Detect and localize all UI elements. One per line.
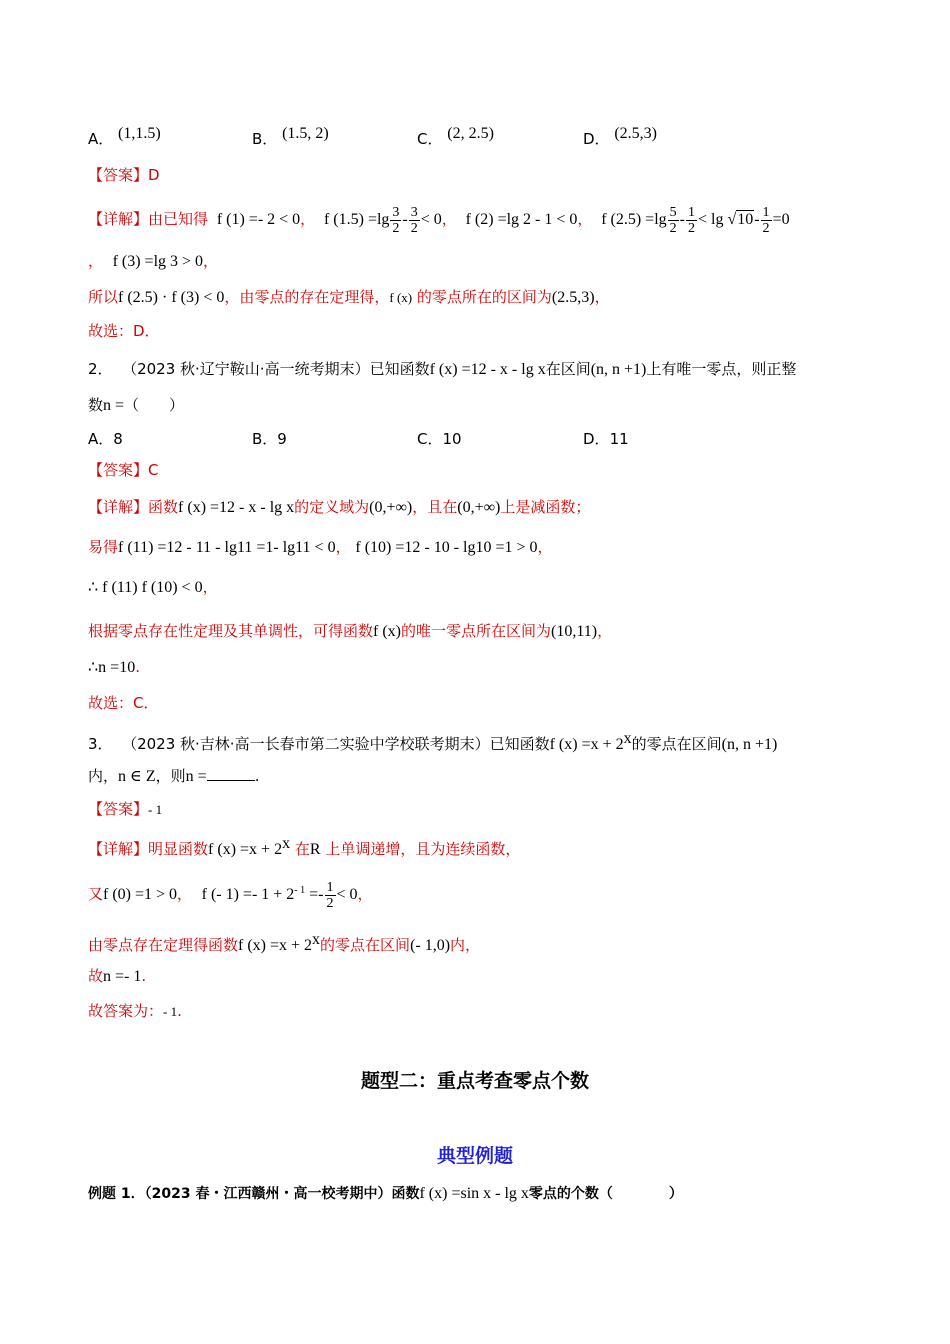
q1-math-f15: f (1.5) =lg $\frac{3}{2}$ - $\frac{3}{2}$ < 0 [323,205,442,236]
q2-option-b: B．9 [252,430,287,448]
q2-theorem: 根据零点存在性定理及其单调性，可得函数f (x)的唯一零点所在区间为(10,11)， [88,622,613,640]
q3-values: 又f (0) =1 > 0， f (- $1) =- 1 + 2^{- 1}$ =- $\frac{1}{2}$ < 0， [88,880,373,911]
q1-option-c: C． (2, 2.5) [417,125,494,148]
section-subtitle: 典型例题 [436,1145,513,1167]
q1-detail-f3: ， f (3) =lg 3 > 0， [88,252,219,270]
q2-detail: 【详解】函数f (x) =12 - x - lg x的定义域为(0,+∞)，且在(0,+∞)上是减函数； [88,498,591,516]
q1-conclusion: 所以f (2.5) · f (3) < 0，由零点的存在定理得，f (x) 的零点所在的区间为(2.5,3)， [88,288,610,306]
q2-therefore-n: ∴n =10. [88,658,140,676]
q2-stem-2: 数n =（ ） [88,396,185,414]
q1-option-b: B． (1.5, 2) [252,125,329,148]
q2-answer: 【答案】C [88,461,159,479]
answer-blank [207,766,255,781]
q1-option-a: A． (1,1.5) [88,125,161,148]
q3-hence: 故n =- 1. [88,967,147,985]
q3-stem: 3． （2023 秋·吉林·高一长春市第二实验中学校联考期末）已知函数f $(x) =x + 2^x$的零点在区间(n, n +1) [88,730,778,753]
q3-theorem: 由零点存在定理得函数f $(x) =x + 2^x$的零点在区间(- 1,0)内， [88,931,481,954]
section-title: 题型二：重点考查零点个数 [360,1070,589,1092]
q2-stem: 2． （2023 秋·辽宁鞍山·高一统考期末）已知函数f (x) =12 - x - lg x在区间(n, n +1)上有唯一零点，则正整 [88,360,797,378]
q3-answer: 【答案】- 1 [88,800,163,818]
q1-math-f2: f (2) =lg 2 - 1 < 0 [465,211,578,229]
q1-answer: 【答案】D [88,166,160,184]
q3-detail: 【详解】明显函数f $(x) =x + 2^x$ 在R 上单调递增，且为连续函数， [88,835,521,858]
example-1: 例题 1．（2023 春・江西赣州・高一校考期中）函数f (x) =sin x - lg x零点的个数（ ） [88,1185,683,1202]
q3-final: 故答案为：- 1. [88,1002,182,1020]
q1-detail: 【详解】由已知得 f (1) =- 2 < 0， f (1.5) =lg $\frac{3}{2}$ - $\frac{3}{2}$ < 0， f (2) =lg 2 - 1 < 0， f (2.5) =lg $\frac{5}{2}$ - $\frac{1}{2}$ < lg √10- $\frac{1}{2}$ =0 [88,205,790,236]
q2-easy: 易得f (11) =12 - 11 - lg11 =1- lg11 < 0， f (10) =12 - 10 - lg10 =1 > 0， [88,538,553,556]
q1-math-f1: f (1) =- 2 < 0 [216,211,301,229]
q1-option-d: D． (2.5,3) [583,125,657,148]
q2-option-d: D．11 [583,430,629,448]
q2-product: ∴ f (11) f (10) < 0， [88,578,218,596]
q1-math-f25: f (2.5) =lg $\frac{5}{2}$ - $\frac{1}{2}$ < lg √10- $\frac{1}{2}$ =0 [601,205,790,236]
q3-stem-2: 内，n ∈ Z，则n = . [88,767,260,785]
q2-option-a: A．8 [88,430,123,448]
q1-choose: 故选：D． [88,322,160,340]
q2-option-c: C．10 [417,430,462,448]
q2-choose: 故选：C． [88,694,159,712]
